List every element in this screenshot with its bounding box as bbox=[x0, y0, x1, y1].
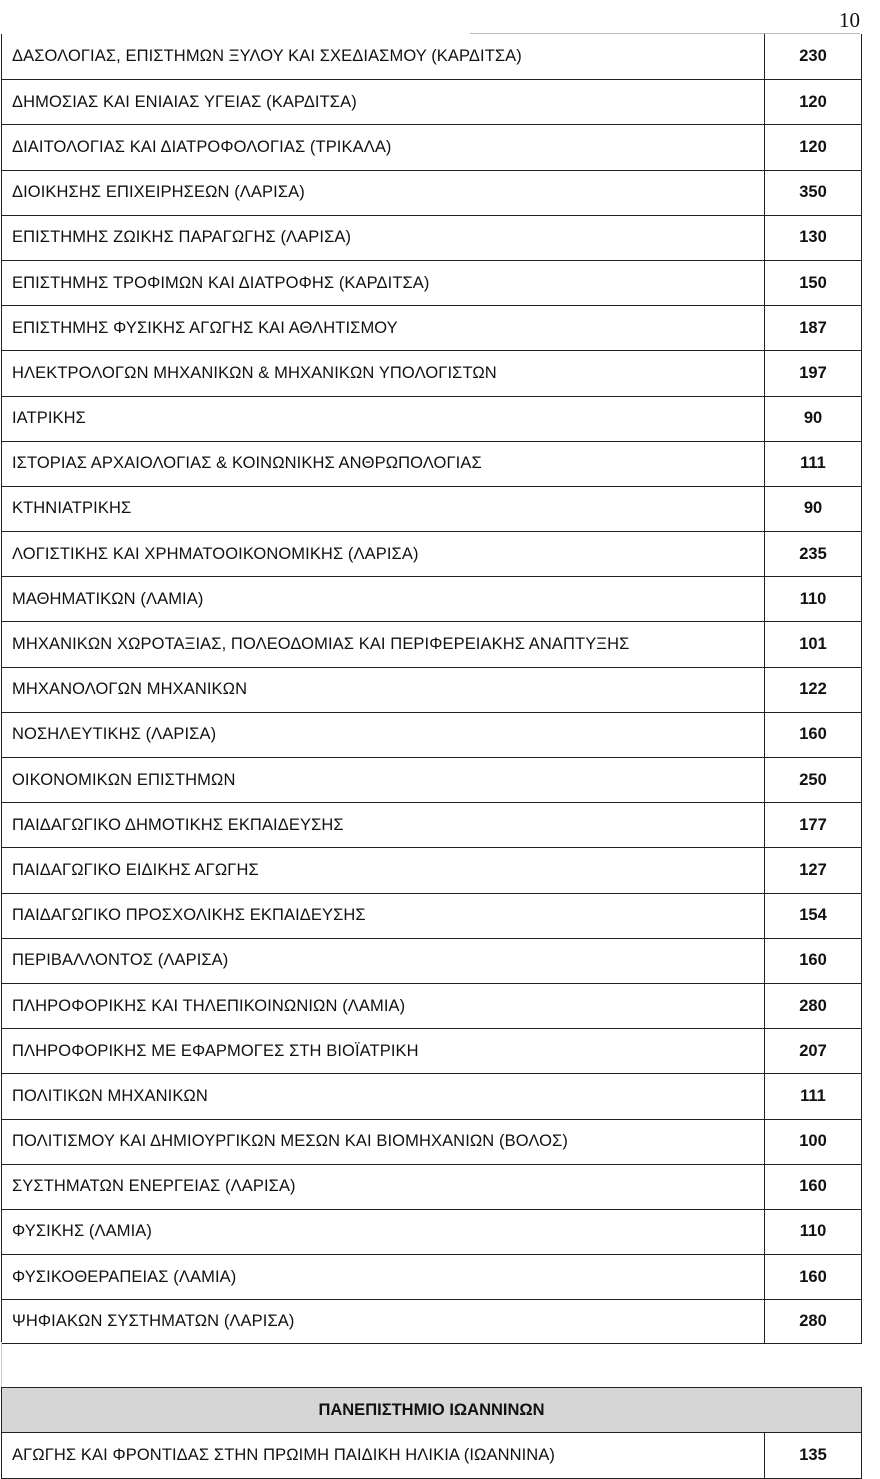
page-number: 10 bbox=[839, 8, 860, 32]
department-name: ΠΑΙΔΑΓΩΓΙΚΟ ΕΙΔΙΚΗΣ ΑΓΩΓΗΣ bbox=[2, 848, 765, 892]
department-name: ΙΣΤΟΡΙΑΣ ΑΡΧΑΙΟΛΟΓΙΑΣ & ΚΟΙΝΩΝΙΚΗΣ ΑΝΘΡΩΠΟΛΟΓΙΑΣ bbox=[2, 442, 765, 486]
departments-table bbox=[1, 34, 862, 1344]
department-value: 122 bbox=[799, 680, 827, 699]
department-name: ΚΤΗΝΙΑΤΡΙΚΗΣ bbox=[2, 487, 765, 531]
department-value: 197 bbox=[799, 363, 827, 382]
department-name: ΟΙΚΟΝΟΜΙΚΩΝ ΕΠΙΣΤΗΜΩΝ bbox=[2, 758, 765, 802]
department-value: 230 bbox=[799, 47, 827, 66]
university-header: ΠΑΝΕΠΙΣΤΗΜΙΟ ΙΩΑΝΝΙΝΩΝ bbox=[2, 1387, 861, 1433]
table-row bbox=[2, 847, 861, 892]
department-value: 120 bbox=[799, 137, 827, 156]
department-name: ΦΥΣΙΚΟΘΕΡΑΠΕΙΑΣ (ΛΑΜΙΑ) bbox=[2, 1255, 765, 1299]
table-row bbox=[2, 1433, 861, 1479]
department-value: 350 bbox=[799, 183, 827, 202]
university-table bbox=[1, 1387, 862, 1479]
department-value: 160 bbox=[799, 725, 827, 744]
table-row bbox=[2, 1164, 861, 1209]
department-name: ΗΛΕΚΤΡΟΛΟΓΩΝ ΜΗΧΑΝΙΚΩΝ & ΜΗΧΑΝΙΚΩΝ ΥΠΟΛΟΓΙΣΤΩΝ bbox=[2, 351, 765, 395]
department-value: 207 bbox=[799, 1041, 827, 1060]
department-name: ΔΙΟΙΚΗΣΗΣ ΕΠΙΧΕΙΡΗΣΕΩΝ (ΛΑΡΙΣΑ) bbox=[2, 171, 765, 215]
department-name: ΜΑΘΗΜΑΤΙΚΩΝ (ΛΑΜΙΑ) bbox=[2, 577, 765, 621]
table-row bbox=[2, 486, 861, 531]
department-value: 120 bbox=[799, 92, 827, 111]
department-value: 100 bbox=[799, 1132, 827, 1151]
department-value: 160 bbox=[799, 1267, 827, 1286]
department-value: 250 bbox=[799, 770, 827, 789]
department-name: ΜΗΧΑΝΙΚΩΝ ΧΩΡΟΤΑΞΙΑΣ, ΠΟΛΕΟΔΟΜΙΑΣ ΚΑΙ ΠΕΡΙΦΕΡΕΙΑΚΗΣ ΑΝΑΠΤΥΞΗΣ bbox=[2, 622, 765, 666]
department-value: 111 bbox=[800, 1086, 826, 1105]
table-row bbox=[2, 1028, 861, 1073]
department-value: 90 bbox=[803, 409, 823, 428]
department-value: 130 bbox=[799, 228, 827, 247]
table-row bbox=[2, 576, 861, 621]
table-row bbox=[2, 1073, 861, 1118]
department-value: 235 bbox=[799, 544, 827, 563]
department-value: 154 bbox=[799, 906, 827, 925]
table-row bbox=[2, 34, 861, 79]
table-row bbox=[2, 396, 861, 441]
department-name: ΠΟΛΙΤΙΣΜΟΥ ΚΑΙ ΔΗΜΙΟΥΡΓΙΚΩΝ ΜΕΣΩΝ ΚΑΙ ΒΙΟΜΗΧΑΝΙΩΝ (ΒΟΛΟΣ) bbox=[2, 1120, 765, 1164]
department-value: 90 bbox=[803, 499, 823, 518]
table-row bbox=[2, 124, 861, 169]
table-row bbox=[2, 802, 861, 847]
section-gap bbox=[1, 1342, 2, 1388]
department-value: 187 bbox=[799, 318, 827, 337]
department-name: ΠΕΡΙΒΑΛΛΟΝΤΟΣ (ΛΑΡΙΣΑ) bbox=[2, 939, 765, 983]
department-name: ΠΑΙΔΑΓΩΓΙΚΟ ΔΗΜΟΤΙΚΗΣ ΕΚΠΑΙΔΕΥΣΗΣ bbox=[2, 803, 765, 847]
department-name: ΔΙΑΙΤΟΛΟΓΙΑΣ ΚΑΙ ΔΙΑΤΡΟΦΟΛΟΓΙΑΣ (ΤΡΙΚΑΛΑ) bbox=[2, 125, 765, 169]
department-value: 110 bbox=[799, 589, 827, 608]
table-row bbox=[2, 215, 861, 260]
table-row bbox=[2, 893, 861, 938]
department-name: ΕΠΙΣΤΗΜΗΣ ΖΩΙΚΗΣ ΠΑΡΑΓΩΓΗΣ (ΛΑΡΙΣΑ) bbox=[2, 216, 765, 260]
table-row bbox=[2, 260, 861, 305]
table-row bbox=[2, 621, 861, 666]
department-value: 135 bbox=[799, 1446, 827, 1464]
department-name: ΠΛΗΡΟΦΟΡΙΚΗΣ ΚΑΙ ΤΗΛΕΠΙΚΟΙΝΩΝΙΩΝ (ΛΑΜΙΑ) bbox=[2, 984, 765, 1028]
department-name: ΠΑΙΔΑΓΩΓΙΚΟ ΠΡΟΣΧΟΛΙΚΗΣ ΕΚΠΑΙΔΕΥΣΗΣ bbox=[2, 894, 765, 938]
table-row bbox=[2, 712, 861, 757]
department-name: ΔΑΣΟΛΟΓΙΑΣ, ΕΠΙΣΤΗΜΩΝ ΞΥΛΟΥ ΚΑΙ ΣΧΕΔΙΑΣΜΟΥ (ΚΑΡΔΙΤΣΑ) bbox=[2, 34, 765, 79]
department-name: ΨΗΦΙΑΚΩΝ ΣΥΣΤΗΜΑΤΩΝ (ΛΑΡΙΣΑ) bbox=[2, 1300, 765, 1343]
table-row bbox=[2, 1299, 861, 1344]
table-row bbox=[2, 1254, 861, 1299]
department-value: 110 bbox=[799, 1222, 827, 1241]
department-value: 111 bbox=[800, 454, 826, 473]
table-row bbox=[2, 757, 861, 802]
table-row bbox=[2, 938, 861, 983]
table-row bbox=[2, 667, 861, 712]
table-row bbox=[2, 350, 861, 395]
department-name: ΝΟΣΗΛΕΥΤΙΚΗΣ (ΛΑΡΙΣΑ) bbox=[2, 713, 765, 757]
department-name: ΣΥΣΤΗΜΑΤΩΝ ΕΝΕΡΓΕΙΑΣ (ΛΑΡΙΣΑ) bbox=[2, 1165, 765, 1209]
department-name: ΑΓΩΓΗΣ ΚΑΙ ΦΡΟΝΤΙΔΑΣ ΣΤΗΝ ΠΡΩΙΜΗ ΠΑΙΔΙΚΗ ΗΛΙΚΙΑ (ΙΩΑΝΝΙΝΑ) bbox=[2, 1433, 765, 1478]
department-name: ΙΑΤΡΙΚΗΣ bbox=[2, 397, 765, 441]
table-row bbox=[2, 531, 861, 576]
department-name: ΠΛΗΡΟΦΟΡΙΚΗΣ ΜΕ ΕΦΑΡΜΟΓΕΣ ΣΤΗ ΒΙΟΪΑΤΡΙΚΗ bbox=[2, 1029, 765, 1073]
table-row bbox=[2, 305, 861, 350]
department-name: ΔΗΜΟΣΙΑΣ ΚΑΙ ΕΝΙΑΙΑΣ ΥΓΕΙΑΣ (ΚΑΡΔΙΤΣΑ) bbox=[2, 80, 765, 124]
table-row bbox=[2, 170, 861, 215]
department-value: 160 bbox=[799, 1177, 827, 1196]
university-rows bbox=[2, 1433, 861, 1479]
department-value: 280 bbox=[799, 1312, 827, 1331]
department-value: 280 bbox=[799, 996, 827, 1015]
table-row bbox=[2, 79, 861, 124]
department-name: ΠΟΛΙΤΙΚΩΝ ΜΗΧΑΝΙΚΩΝ bbox=[2, 1074, 765, 1118]
department-name: ΛΟΓΙΣΤΙΚΗΣ ΚΑΙ ΧΡΗΜΑΤΟΟΙΚΟΝΟΜΙΚΗΣ (ΛΑΡΙΣΑ) bbox=[2, 532, 765, 576]
department-name: ΦΥΣΙΚΗΣ (ΛΑΜΙΑ) bbox=[2, 1210, 765, 1254]
department-name: ΜΗΧΑΝΟΛΟΓΩΝ ΜΗΧΑΝΙΚΩΝ bbox=[2, 668, 765, 712]
table-row bbox=[2, 983, 861, 1028]
department-name: ΕΠΙΣΤΗΜΗΣ ΦΥΣΙΚΗΣ ΑΓΩΓΗΣ ΚΑΙ ΑΘΛΗΤΙΣΜΟΥ bbox=[2, 306, 765, 350]
table-row bbox=[2, 1209, 861, 1254]
department-value: 160 bbox=[799, 951, 827, 970]
department-name: ΕΠΙΣΤΗΜΗΣ ΤΡΟΦΙΜΩΝ ΚΑΙ ΔΙΑΤΡΟΦΗΣ (ΚΑΡΔΙΤΣΑ) bbox=[2, 261, 765, 305]
department-value: 127 bbox=[799, 860, 827, 879]
table-row bbox=[2, 441, 861, 486]
table-row bbox=[2, 1119, 861, 1164]
department-value: 101 bbox=[799, 635, 827, 654]
department-value: 150 bbox=[799, 273, 827, 292]
department-value: 177 bbox=[799, 815, 827, 834]
